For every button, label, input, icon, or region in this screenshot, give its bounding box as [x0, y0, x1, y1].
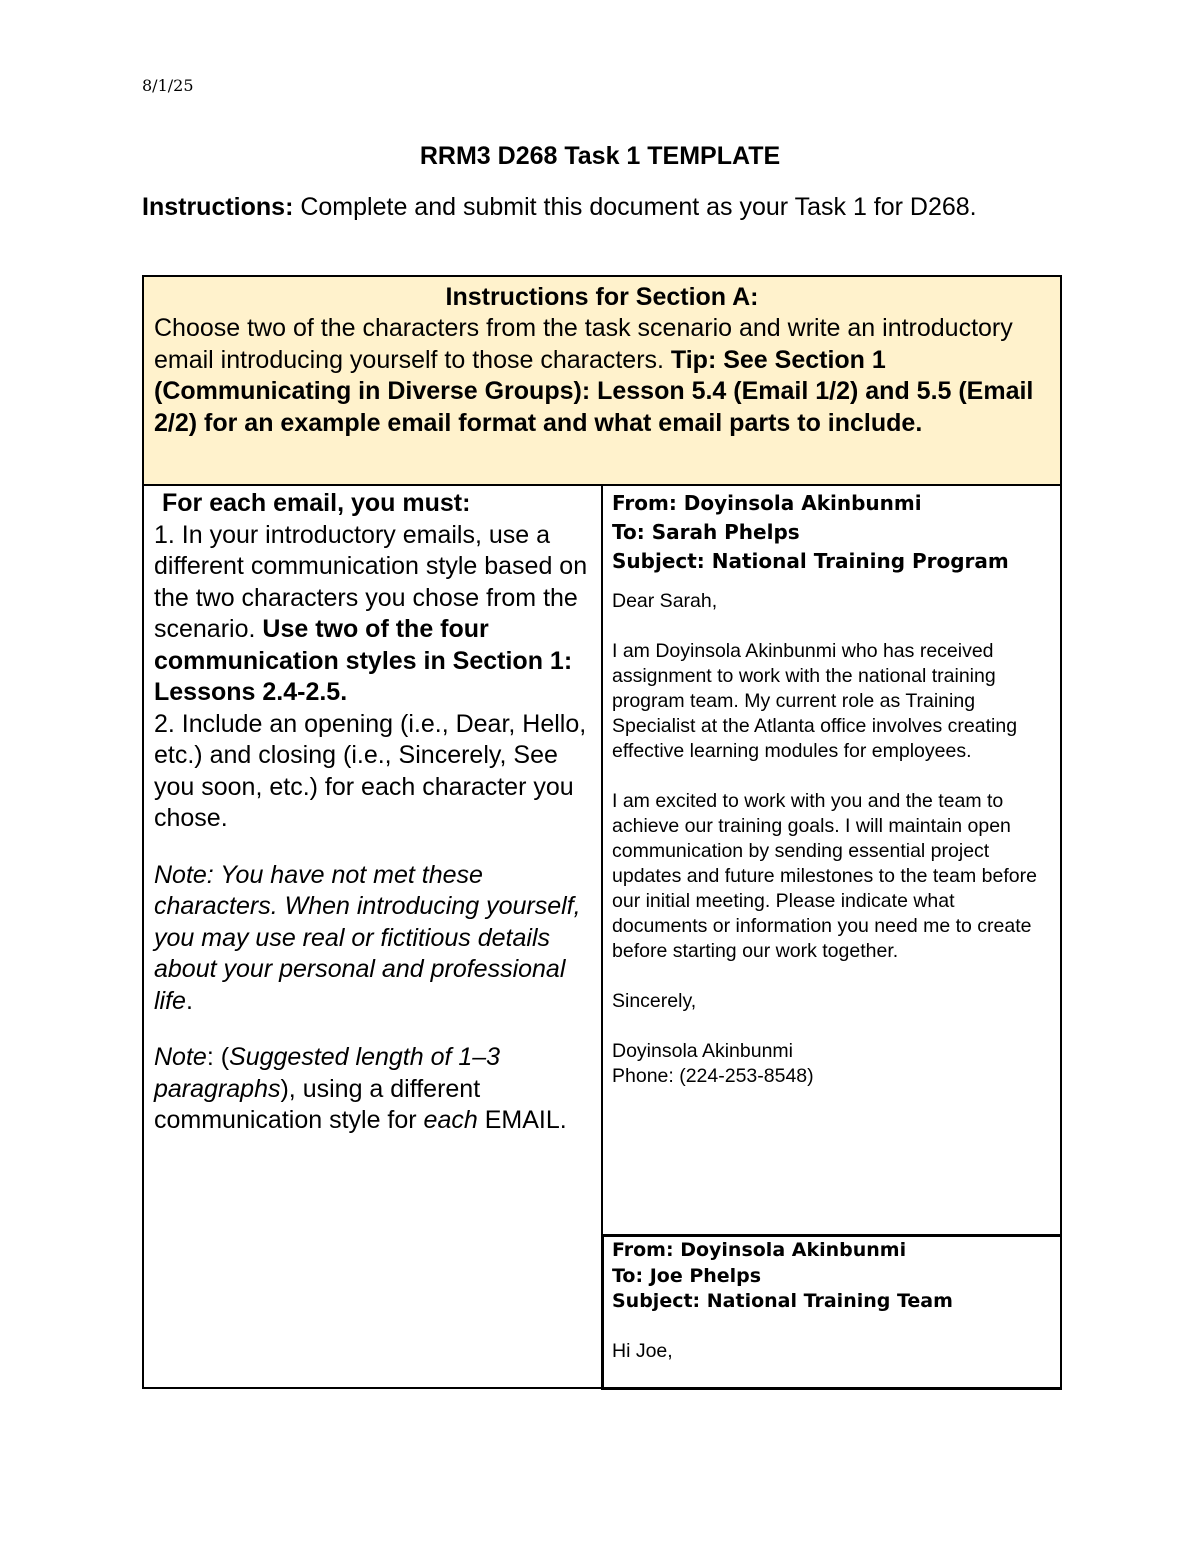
note-2-part-f: EMAIL.	[477, 1106, 567, 1134]
note-2-label: Note	[154, 1043, 207, 1071]
requirements-cell	[142, 486, 601, 1389]
note-2-part-d: ), using a different communication style for	[154, 1074, 481, 1134]
email-1-body	[612, 589, 1052, 1089]
note-1-italic: Note: You have not met these characters. When introducing yourself, you may use real or fictitious details about your personal and professional life	[154, 860, 581, 1015]
email-1-signature-name: Doyinsola Akinbunmi	[612, 1040, 794, 1062]
section-a-instructions-box	[142, 275, 1062, 486]
requirement-item-2: 2. Include an opening (i.e., Dear, Hello, etc.) and closing (i.e., Sincerely, See you soon, etc.) for each character you chose.	[154, 709, 587, 832]
email-2-to: To: Joe Phelps	[612, 1264, 762, 1287]
email-2-cell	[601, 1237, 1062, 1390]
note-1	[154, 860, 593, 1018]
section-a-heading: Instructions for Section A:	[445, 283, 759, 311]
email-1-signature-phone: Phone: (224-253-8548)	[612, 1065, 814, 1087]
note-2	[154, 1042, 593, 1137]
email-1-cell	[601, 486, 1062, 1237]
email-1-paragraph-2: I am excited to work with you and the team to achieve our training goals. I will maintain open communication by sending essential project updates and future milestones to the team before our initial meeting. Please indicate what documents or information you need me to create before starting our work together.	[612, 790, 1037, 962]
email-2-body	[612, 1339, 1052, 1364]
requirement-item-1	[154, 520, 593, 709]
email-1-paragraph-1: I am Doyinsola Akinbunmi who has received assignment to work with the national training program team. My current role as Training Specialist at the Atlanta office involves creating effective learning modules for employees.	[612, 640, 1018, 762]
document-title: RRM3 D268 Task 1 TEMPLATE	[419, 142, 781, 170]
requirement-item-1-bold: Use two of the four communication styles in Section 1: Lessons 2.4-2.5.	[154, 615, 573, 706]
note-1-end: .	[185, 986, 193, 1015]
document-instructions	[142, 191, 1022, 224]
email-2-from: From: Doyinsola Akinbunmi	[612, 1239, 907, 1261]
instructions-text: Complete and submit this document as your Task 1 for D268.	[293, 193, 977, 221]
section-a-tip: Tip: See Section 1 (Communicating in Diverse Groups): Lesson 5.4 (Email 1/2) and 5.5 (Email 2/2) for an example email format and what email parts to include.	[154, 345, 1034, 437]
email-1-greeting: Dear Sarah,	[612, 590, 718, 612]
requirements-heading: For each email, you must:	[162, 489, 471, 517]
email-1-closing: Sincerely,	[612, 990, 697, 1012]
email-1-subject: Subject: National Training Program	[612, 549, 1009, 573]
email-1-from: From: Doyinsola Akinbunmi	[612, 491, 922, 515]
instructions-label: Instructions:	[142, 193, 294, 221]
email-2-greeting: Hi Joe,	[612, 1339, 673, 1362]
section-a-body-text: Choose two of the characters from the task scenario and write an introductory email introducing yourself to those characters.	[154, 314, 1013, 374]
email-2-subject: Subject: National Training Team	[612, 1290, 953, 1312]
document-date: 8/1/25	[142, 76, 194, 95]
requirement-item-1-text: 1. In your introductory emails, use a different communication style based on the two characters you chose from the scenario.	[154, 520, 588, 643]
note-2-each: each	[423, 1106, 478, 1134]
email-1-to: To: Sarah Phelps	[612, 520, 800, 544]
note-2-part-b: : (	[206, 1043, 230, 1071]
note-2-length: Suggested length of 1–3 paragraphs	[154, 1043, 501, 1103]
section-a-body	[154, 313, 1050, 439]
